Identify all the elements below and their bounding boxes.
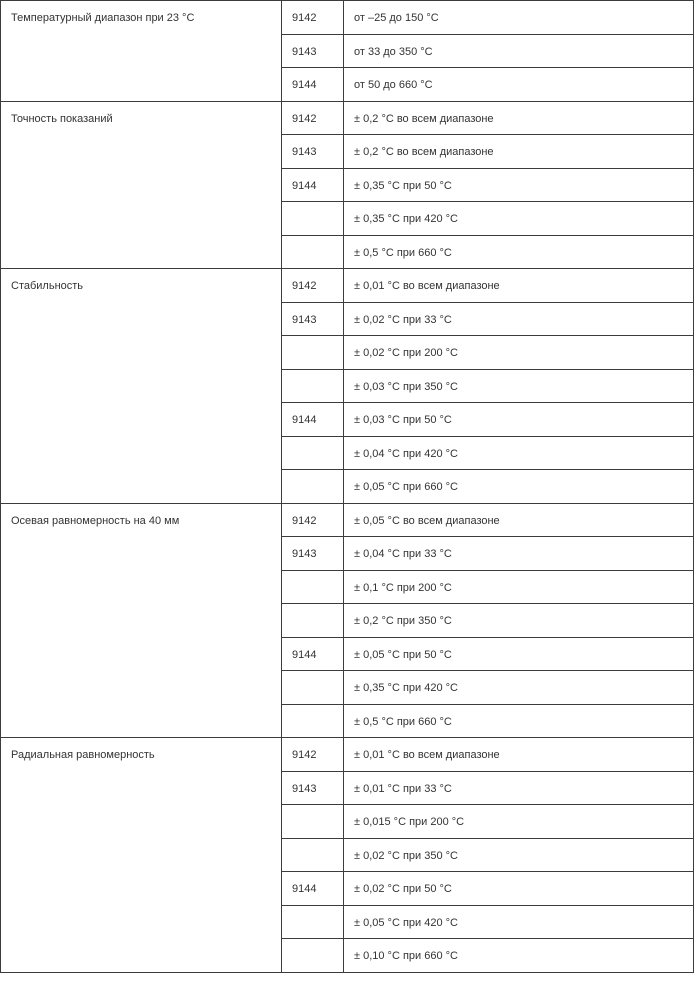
spec-value: от 33 до 350 °C xyxy=(354,45,433,58)
model-number: 9142 xyxy=(292,112,317,125)
model-number: 9144 xyxy=(292,414,317,426)
model-number xyxy=(292,839,343,850)
value-cell xyxy=(344,838,694,872)
spec-value: ± 0,04 °C при 33 °C xyxy=(354,548,452,560)
value-cell xyxy=(344,168,694,202)
table-row xyxy=(1,101,694,135)
model-cell xyxy=(282,403,344,437)
spec-value: ± 0,03 °C при 350 °C xyxy=(354,380,458,393)
spec-value: ± 0,2 °C при 350 °C xyxy=(354,615,452,627)
model-number xyxy=(292,470,343,481)
parameter-cell xyxy=(1,101,282,269)
value-cell xyxy=(344,671,694,705)
value-cell xyxy=(344,235,694,269)
model-number: 9143 xyxy=(292,548,317,560)
value-cell xyxy=(344,537,694,571)
model-cell xyxy=(282,537,344,571)
value-cell xyxy=(344,704,694,738)
parameter-cell xyxy=(1,738,282,973)
value-cell xyxy=(344,336,694,370)
model-number: 9142 xyxy=(292,514,317,527)
value-cell xyxy=(344,503,694,537)
model-cell xyxy=(282,503,344,537)
table-row xyxy=(1,503,694,537)
value-cell xyxy=(344,202,694,236)
model-cell xyxy=(282,1,344,35)
model-cell xyxy=(282,838,344,872)
spec-value: ± 0,01 °C во всем диапазоне xyxy=(354,280,500,292)
model-number xyxy=(292,336,343,347)
value-cell xyxy=(344,1,694,35)
spec-value: ± 0,015 °C при 200 °C xyxy=(354,816,465,828)
spec-value: ± 0,35 °C при 420 °C xyxy=(354,682,458,694)
table-row xyxy=(1,1,694,35)
model-cell xyxy=(282,805,344,839)
value-cell xyxy=(344,738,694,772)
spec-value: ± 0,5 °C при 660 °C xyxy=(354,246,452,259)
model-cell xyxy=(282,939,344,973)
value-cell xyxy=(344,604,694,638)
spec-value: ± 0,01 °C при 33 °C xyxy=(354,782,452,795)
model-number xyxy=(292,437,343,448)
value-cell xyxy=(344,939,694,973)
model-number: 9143 xyxy=(292,313,317,326)
value-cell xyxy=(344,302,694,336)
model-cell xyxy=(282,470,344,504)
spec-value: ± 0,02 °C при 50 °C xyxy=(354,883,452,895)
value-cell xyxy=(344,101,694,135)
model-number xyxy=(292,705,343,716)
model-number xyxy=(292,939,343,950)
parameter-label: Точность показаний xyxy=(11,112,113,125)
model-number: 9144 xyxy=(292,648,317,661)
specifications-table-body xyxy=(1,1,694,973)
value-cell xyxy=(344,436,694,470)
model-number xyxy=(292,604,343,615)
model-cell xyxy=(282,135,344,169)
model-cell xyxy=(282,704,344,738)
model-cell xyxy=(282,101,344,135)
model-number: 9143 xyxy=(292,45,317,58)
value-cell xyxy=(344,470,694,504)
model-cell xyxy=(282,872,344,906)
table-row xyxy=(1,738,694,772)
parameter-label: Радиальная равномерность xyxy=(11,749,155,761)
parameter-cell xyxy=(1,503,282,738)
spec-value: ± 0,5 °C при 660 °C xyxy=(354,715,452,728)
spec-value: ± 0,02 °C при 350 °C xyxy=(354,849,458,862)
model-number xyxy=(292,236,343,247)
parameter-label: Стабильность xyxy=(11,280,84,292)
model-cell xyxy=(282,235,344,269)
value-cell xyxy=(344,269,694,303)
spec-value: от –25 до 150 °C xyxy=(354,12,439,24)
model-number xyxy=(292,671,343,682)
value-cell xyxy=(344,771,694,805)
value-cell xyxy=(344,637,694,671)
model-number: 9143 xyxy=(292,146,317,158)
spec-value: ± 0,05 °C при 50 °C xyxy=(354,648,452,661)
spec-value: ± 0,2 °C во всем диапазоне xyxy=(354,146,494,158)
spec-value: ± 0,05 °C при 420 °C xyxy=(354,916,458,929)
value-cell xyxy=(344,135,694,169)
spec-value: ± 0,05 °C во всем диапазоне xyxy=(354,514,500,527)
spec-value: ± 0,02 °C при 200 °C xyxy=(354,347,458,359)
model-cell xyxy=(282,771,344,805)
spec-value: ± 0,1 °C при 200 °C xyxy=(354,581,452,594)
model-number: 9144 xyxy=(292,79,317,91)
spec-value: ± 0,2 °C во всем диапазоне xyxy=(354,112,494,125)
model-cell xyxy=(282,336,344,370)
model-number xyxy=(292,805,343,816)
model-number: 9144 xyxy=(292,883,317,895)
parameter-cell xyxy=(1,1,282,102)
model-number: 9142 xyxy=(292,12,317,24)
spec-value: ± 0,35 °C при 50 °C xyxy=(354,179,452,192)
value-cell xyxy=(344,34,694,68)
spec-value: ± 0,03 °C при 50 °C xyxy=(354,414,452,426)
model-cell xyxy=(282,738,344,772)
model-number xyxy=(292,202,343,213)
value-cell xyxy=(344,805,694,839)
model-number: 9144 xyxy=(292,179,317,192)
model-cell xyxy=(282,369,344,403)
model-number: 9142 xyxy=(292,280,317,292)
spec-value: от 50 до 660 °C xyxy=(354,79,433,91)
model-cell xyxy=(282,604,344,638)
value-cell xyxy=(344,403,694,437)
parameter-label: Осевая равномерность на 40 мм xyxy=(11,514,180,527)
model-number xyxy=(292,571,343,582)
model-cell xyxy=(282,905,344,939)
model-cell xyxy=(282,570,344,604)
spec-value: ± 0,35 °C при 420 °C xyxy=(354,213,458,225)
model-cell xyxy=(282,637,344,671)
spec-value: ± 0,10 °C при 660 °C xyxy=(354,950,458,962)
model-cell xyxy=(282,671,344,705)
model-cell xyxy=(282,168,344,202)
table-row xyxy=(1,269,694,303)
model-cell xyxy=(282,302,344,336)
value-cell xyxy=(344,872,694,906)
model-number: 9143 xyxy=(292,782,317,795)
model-cell xyxy=(282,269,344,303)
value-cell xyxy=(344,905,694,939)
parameter-cell xyxy=(1,269,282,504)
model-cell xyxy=(282,34,344,68)
value-cell xyxy=(344,570,694,604)
spec-value: ± 0,05 °C при 660 °C xyxy=(354,481,458,493)
spec-value: ± 0,01 °C во всем диапазоне xyxy=(354,749,500,761)
spec-value: ± 0,02 °C при 33 °C xyxy=(354,313,452,326)
spec-value: ± 0,04 °C при 420 °C xyxy=(354,447,458,460)
model-number xyxy=(292,906,343,917)
model-cell xyxy=(282,68,344,102)
value-cell xyxy=(344,68,694,102)
model-cell xyxy=(282,436,344,470)
model-number: 9142 xyxy=(292,749,317,761)
model-number xyxy=(292,370,343,381)
value-cell xyxy=(344,369,694,403)
model-cell xyxy=(282,202,344,236)
parameter-label: Температурный диапазон при 23 °C xyxy=(11,12,195,24)
